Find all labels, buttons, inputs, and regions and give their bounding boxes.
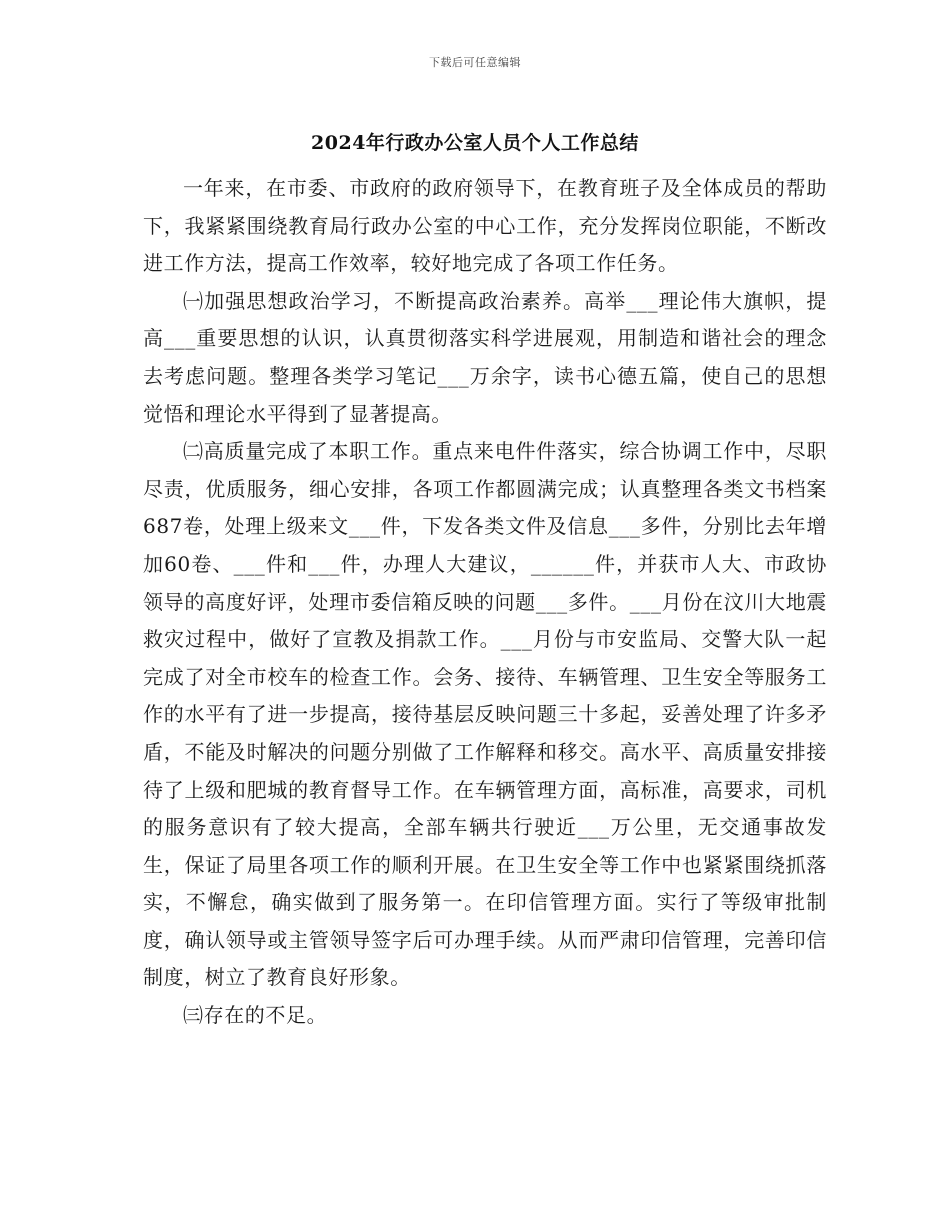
paragraph-job-duties: ㈡高质量完成了本职工作。重点来电件件落实，综合协调工作中，尽职尽责，优质服务，细心安排，各项工作都圆满完成；认真整理各类文书档案687卷，处理上级来文___件，下发各类文件及信息___多件，分别比去年增加60卷、___件和___件，办理人大建议，______件，并获市人大、市政协领导的高度好评，处理市委信箱反映的问题___多件。___月份在汶川大地震救灾过程中，做好了宣教及捐款工作。___月份与市安监局、交警大队一起完成了对全市校车的检查工作。会务、接待、车辆管理、卫生安全等服务工作的水平有了进一步提高，接待基层反映问题三十多起，妥善处理了许多矛盾，不能及时解决的问题分别做了工作解释和移交。高水平、高质量安排接待了上级和肥城的教育督导工作。在车辆管理方面，高标准，高要求，司机的服务意识有了较大提高，全部车辆共行驶近___万公里，无交通事故发生，保证了局里各项工作的顺利开展。在卫生安全等工作中也紧紧围绕抓落实，不懈怠，确实做到了服务第一。在印信管理方面。实行了等级审批制度，确认领导或主管领导签字后可办理手续。从而严肃印信管理，完善印信制度，树立了教育良好形象。 — [143, 439, 827, 990]
page-header-note: 下载后可任意编辑 — [429, 56, 521, 69]
paragraph-political-study: ㈠加强思想政治学习，不断提高政治素养。高举___理论伟大旗帜，提高___重要思想的认识，认真贯彻落实科学进展观，用制造和谐社会的理念去考虑问题。整理各类学习笔记___万余字，读书心德五篇，使自己的思想觉悟和理论水平得到了显著提高。 — [143, 288, 827, 426]
paragraph-intro: 一年来，在市委、市政府的政府领导下，在教育班子及全体成员的帮助下，我紧紧围绕教育局行政办公室的中心工作，充分发挥岗位职能，不断改进工作方法，提高工作效率，较好地完成了各项工作任务。 — [143, 176, 827, 276]
document-body — [143, 170, 827, 1035]
document-title: 2024年行政办公室人员个人工作总结 — [311, 132, 639, 154]
paragraph-shortcomings: ㈢存在的不足。 — [183, 1003, 328, 1028]
